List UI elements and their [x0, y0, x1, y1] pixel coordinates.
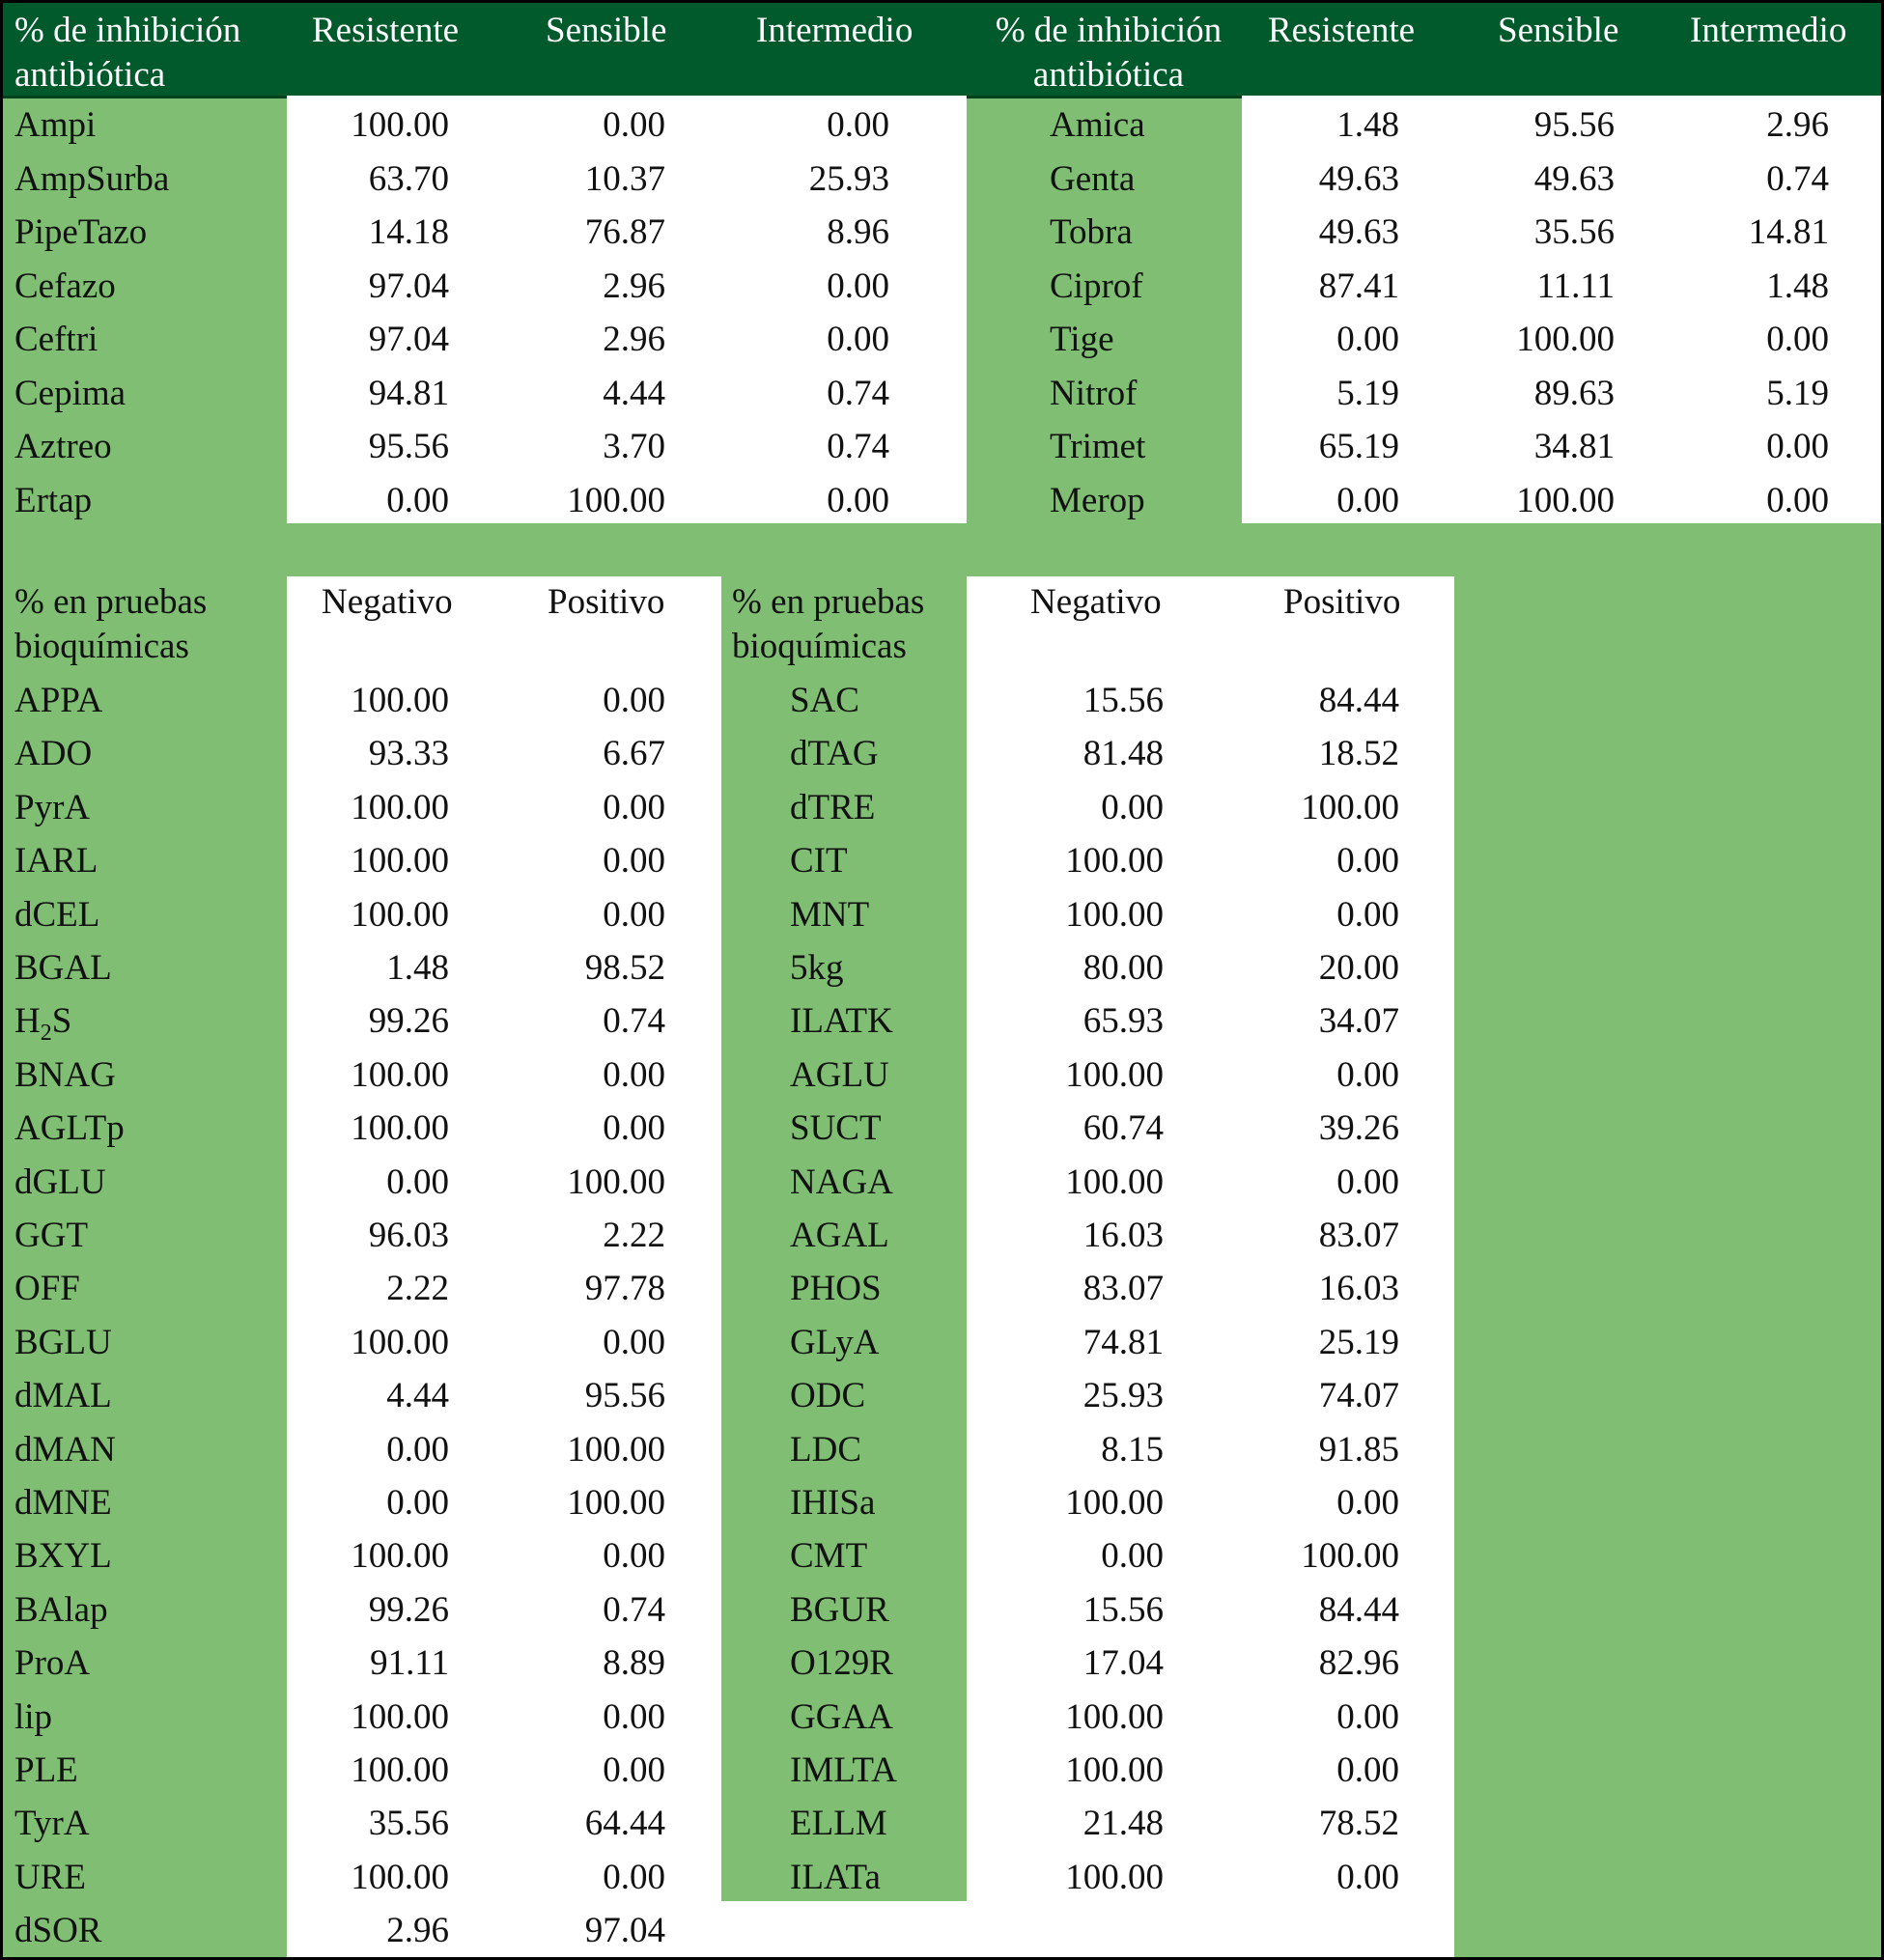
- biochem-right-name: IMLTA: [790, 1750, 897, 1790]
- biochem-right-value-neg: 60.74: [1083, 1108, 1164, 1149]
- antibiotic-right-value-r: 1.48: [1336, 105, 1399, 145]
- biochem-right-row: [3, 1851, 1881, 1904]
- biochem-left-value-neg: 1.48: [386, 948, 449, 988]
- biochem-left-value-neg: 100.00: [351, 787, 449, 827]
- biochem-right-name: AGLU: [790, 1054, 889, 1095]
- antibiotic-left-value-i: 0.00: [827, 105, 889, 145]
- antibiotic-right-row: [3, 260, 1881, 313]
- biochem-right-name: dTAG: [790, 734, 879, 774]
- biochem-right-value-pos: 74.07: [1318, 1376, 1399, 1416]
- biochem-right-value-neg: 100.00: [1065, 1054, 1164, 1095]
- biochem-right-value-neg: 100.00: [1065, 1483, 1164, 1523]
- biochem-right-row: [3, 1209, 1881, 1262]
- biochem-right-row: [3, 674, 1881, 727]
- biochem-left-name: GGT: [14, 1216, 89, 1255]
- biochem-right-row: [3, 941, 1881, 994]
- biochem-left-value-pos: 0.00: [603, 1054, 665, 1095]
- biochem-right-value-neg: 100.00: [1065, 1696, 1164, 1737]
- antibiotic-right-value-r: 0.00: [1336, 480, 1399, 520]
- antibiotic-left-value-i: 0.00: [827, 266, 889, 306]
- antibiotic-left-value-s: 100.00: [567, 480, 665, 520]
- biochem-right-name: GLyA: [790, 1322, 880, 1362]
- antibiotic-right-name: Ciprof: [1050, 266, 1143, 306]
- biochem-right-row: [3, 1316, 1881, 1369]
- biochem-left-value-pos: 0.00: [603, 841, 665, 882]
- antibiotic-left-value-i: 0.74: [827, 427, 889, 466]
- antibiotic-right-value-s: 100.00: [1516, 320, 1615, 359]
- biochem-right-row: [3, 1637, 1881, 1690]
- biochem-right-value-neg: 100.00: [1065, 1857, 1164, 1897]
- col-header-resistente-2: Resistente: [1268, 11, 1416, 50]
- biochem-right-name: LDC: [790, 1429, 861, 1470]
- biochem-right-row: [3, 1691, 1881, 1744]
- antibiotic-left-value-s: 3.70: [603, 427, 665, 466]
- biochem-left-value-neg: 93.33: [368, 734, 449, 774]
- antibiotic-right-value-s: 95.56: [1533, 105, 1615, 145]
- antibiotic-left-value-r: 94.81: [368, 373, 449, 413]
- biochem-right-value-neg: 81.48: [1083, 734, 1164, 774]
- biochem-left-value-pos: 0.00: [603, 1857, 665, 1897]
- biochem-right-value-pos: 0.00: [1336, 1483, 1399, 1523]
- antibiotic-right-value-r: 49.63: [1318, 158, 1399, 199]
- antibiotic-left-value-s: 2.96: [603, 320, 665, 359]
- biochem-left-value-pos: 0.00: [603, 1696, 665, 1737]
- biochem-right-value-neg: 0.00: [1101, 787, 1164, 827]
- biochem-right-value-neg: 100.00: [1065, 1750, 1164, 1790]
- antibiotic-right-value-i: 1.48: [1766, 266, 1829, 306]
- biochem-right-value-pos: 0.00: [1336, 1857, 1399, 1897]
- biochem-right-row: [3, 1262, 1881, 1315]
- biochem-left-value-pos: 0.00: [603, 1750, 665, 1790]
- antibiotic-right-value-s: 49.63: [1533, 158, 1615, 199]
- biochem-right-value-neg: 100.00: [1065, 841, 1164, 882]
- biochem-left-name: dCEL: [14, 894, 100, 935]
- biochem-left-name: OFF: [14, 1269, 80, 1309]
- biochem-right-value-pos: 0.00: [1336, 841, 1399, 882]
- antibiotic-left-value-i: 0.00: [827, 480, 889, 520]
- biochem-right-name: ODC: [790, 1376, 866, 1416]
- biochem-right-name: 5kg: [790, 948, 844, 988]
- antibiotic-right-value-s: 100.00: [1516, 480, 1615, 520]
- antibiotic-left-name: PipeTazo: [14, 212, 148, 252]
- biochem-right-name: dTRE: [790, 787, 876, 827]
- antibiotic-left-name: Cepima: [14, 373, 127, 413]
- antibiotic-label-header-2: % de inhibición antibiótica: [995, 11, 1223, 95]
- biochem-right-row: [3, 994, 1881, 1048]
- biochem-right-row: [3, 1156, 1881, 1209]
- biochem-right-row: [3, 834, 1881, 887]
- biochem-left-value-pos: 6.67: [603, 734, 665, 774]
- col-header-intermedio-2: Intermedio: [1690, 11, 1847, 50]
- biochem-right-row: [3, 727, 1881, 780]
- biochem-right-name: MNT: [790, 894, 870, 935]
- biochem-left-value-neg: 100.00: [351, 1750, 449, 1790]
- biochem-right-row: [3, 781, 1881, 834]
- biochem-left-value-pos: 0.00: [603, 681, 665, 720]
- biochem-left-value-pos: 0.00: [603, 1108, 665, 1149]
- biochem-left-value-neg: 2.96: [386, 1911, 449, 1951]
- antibiotic-right-row: [3, 420, 1881, 473]
- biochem-right-row: [3, 1476, 1881, 1529]
- biochem-right-value-pos: 16.03: [1318, 1269, 1399, 1309]
- biochem-left-name: dMNE: [14, 1483, 112, 1523]
- antibiotic-left-value-r: 97.04: [368, 266, 449, 306]
- biochem-left-value-pos: 2.22: [603, 1216, 665, 1255]
- biochem-left-value-neg: 0.00: [386, 1429, 449, 1470]
- antibiotic-left-value-s: 2.96: [603, 266, 665, 306]
- biochem-left-name: APPA: [14, 681, 103, 720]
- biochem-right-name: ILATK: [790, 1001, 893, 1042]
- antibiotic-left-value-i: 8.96: [827, 212, 889, 252]
- biochem-label-header: % en pruebas bioquímicas: [14, 582, 208, 666]
- biochem-left-value-pos: 97.04: [584, 1911, 665, 1951]
- antibiotic-left-value-r: 100.00: [351, 105, 449, 145]
- antibiotic-right-name: Amica: [1050, 105, 1145, 145]
- antibiotic-label-header: % de inhibición antibiótica: [14, 11, 241, 95]
- biochem-right-value-neg: 21.48: [1083, 1804, 1164, 1844]
- antibiotic-right-row: [3, 313, 1881, 366]
- biochem-right-name: CMT: [790, 1536, 868, 1577]
- biochem-right-value-neg: 74.81: [1083, 1322, 1164, 1362]
- biochem-right-row: [3, 1369, 1881, 1422]
- biochem-left-value-neg: 91.11: [370, 1643, 449, 1684]
- biochem-left-value-neg: 35.56: [368, 1804, 449, 1844]
- biochem-right-value-pos: 0.00: [1336, 1054, 1399, 1095]
- biochem-right-name: O129R: [790, 1643, 893, 1684]
- biochem-right-row: [3, 1744, 1881, 1797]
- col-header-negativo: Negativo: [322, 582, 453, 622]
- biochem-left-value-pos: 98.52: [584, 948, 665, 988]
- biochem-right-value-neg: 15.56: [1083, 681, 1164, 720]
- col-header-positivo: Positivo: [548, 582, 665, 622]
- biochem-right-value-pos: 83.07: [1318, 1216, 1399, 1255]
- biochem-right-value-neg: 83.07: [1083, 1269, 1164, 1309]
- antibiotic-right-value-i: 0.74: [1766, 158, 1829, 199]
- biochem-left-name: AGLTp: [14, 1108, 125, 1149]
- antibiotic-right-value-r: 0.00: [1336, 320, 1399, 359]
- biochem-left-name: BGAL: [14, 948, 112, 988]
- biochem-left-value-neg: 100.00: [351, 894, 449, 935]
- col-header-negativo-2: Negativo: [1030, 582, 1162, 622]
- biochem-left-name: PyrA: [14, 787, 91, 827]
- antibiotic-left-value-s: 10.37: [584, 158, 665, 199]
- biochem-label-header-2: % en pruebas bioquímicas: [732, 582, 925, 666]
- biochem-right-name: BGUR: [790, 1589, 889, 1630]
- biochem-right-value-pos: 78.52: [1318, 1804, 1399, 1844]
- biochem-right-name: CIT: [790, 841, 848, 882]
- antibiotic-right-value-i: 0.00: [1766, 320, 1829, 359]
- biochem-right-name: ELLM: [790, 1804, 887, 1844]
- antibiotic-left-name: Cefazo: [14, 266, 116, 306]
- antibiotic-left-value-i: 25.93: [808, 158, 889, 199]
- antibiotic-right-value-i: 0.00: [1766, 427, 1829, 466]
- antibiotic-right-value-i: 14.81: [1748, 212, 1829, 252]
- antibiotic-right-value-r: 5.19: [1336, 373, 1399, 413]
- antibiotic-right-value-s: 34.81: [1533, 427, 1615, 466]
- biochem-right-value-neg: 25.93: [1083, 1376, 1164, 1416]
- col-header-sensible: Sensible: [546, 11, 667, 50]
- biochem-left-name: dGLU: [14, 1162, 106, 1202]
- antibiotic-left-value-s: 76.87: [584, 212, 665, 252]
- biochem-left-value-neg: 99.26: [368, 1589, 449, 1630]
- biochem-right-value-neg: 100.00: [1065, 1162, 1164, 1202]
- antibiotic-left-value-r: 14.18: [368, 212, 449, 252]
- biochem-right-name: NAGA: [790, 1162, 893, 1202]
- biochem-left-value-neg: 0.00: [386, 1483, 449, 1523]
- biochem-right-value-pos: 0.00: [1336, 1696, 1399, 1737]
- biochem-left-value-pos: 100.00: [567, 1483, 665, 1523]
- biochem-left-value-pos: 0.00: [603, 787, 665, 827]
- biochem-left-value-neg: 4.44: [386, 1376, 449, 1416]
- biochem-left-value-neg: 100.00: [351, 1108, 449, 1149]
- biochem-left-value-pos: 0.00: [603, 894, 665, 935]
- biochem-left-value-pos: 100.00: [567, 1162, 665, 1202]
- antibiotic-right-value-s: 89.63: [1533, 373, 1615, 413]
- biochem-right-value-pos: 34.07: [1318, 1001, 1399, 1042]
- biochem-right-row: [3, 1102, 1881, 1155]
- biochem-left-value-pos: 95.56: [584, 1376, 665, 1416]
- biochem-right-value-pos: 0.00: [1336, 1162, 1399, 1202]
- biochem-left-value-neg: 100.00: [351, 841, 449, 882]
- col-header-sensible-2: Sensible: [1498, 11, 1619, 50]
- biochem-left-value-neg: 100.00: [351, 1054, 449, 1095]
- antibiotic-left-value-r: 95.56: [368, 427, 449, 466]
- biochem-right-name: AGAL: [790, 1216, 889, 1255]
- biochem-left-value-pos: 64.44: [584, 1804, 665, 1844]
- antibiotic-left-value-i: 0.00: [827, 320, 889, 359]
- biochem-right-row: [3, 888, 1881, 941]
- biochem-right-value-pos: 82.96: [1318, 1643, 1399, 1684]
- antibiotic-left-value-r: 0.00: [386, 480, 449, 520]
- biochem-left-name: BXYL: [14, 1536, 112, 1577]
- biochem-right-value-pos: 0.00: [1336, 894, 1399, 935]
- biochem-right-value-pos: 84.44: [1318, 681, 1399, 720]
- biochem-right-value-pos: 100.00: [1301, 787, 1399, 827]
- biochem-left-row: [3, 1904, 1881, 1957]
- biochem-left-value-pos: 0.00: [603, 1322, 665, 1362]
- antibiotic-right-row: [3, 206, 1881, 259]
- antibiotic-right-value-i: 0.00: [1766, 480, 1829, 520]
- biochem-left-value-neg: 100.00: [351, 1696, 449, 1737]
- biochem-left-value-neg: 96.03: [368, 1216, 449, 1255]
- biochem-left-value-neg: 100.00: [351, 1322, 449, 1362]
- biochem-right-value-neg: 0.00: [1101, 1536, 1164, 1577]
- antibiotic-left-value-r: 63.70: [368, 158, 449, 199]
- biochem-right-row: [3, 1797, 1881, 1850]
- antibiotic-left-value-r: 97.04: [368, 320, 449, 359]
- biochem-right-value-pos: 91.85: [1318, 1429, 1399, 1470]
- antibiotic-right-value-s: 35.56: [1533, 212, 1615, 252]
- biochem-right-value-pos: 0.00: [1336, 1750, 1399, 1790]
- biochem-left-value-neg: 99.26: [368, 1001, 449, 1042]
- biochem-right-value-pos: 100.00: [1301, 1536, 1399, 1577]
- biochem-right-value-neg: 16.03: [1083, 1216, 1164, 1255]
- biochem-left-name: URE: [14, 1857, 86, 1897]
- biochem-left-name: lip: [14, 1696, 53, 1737]
- biochem-left-value-pos: 0.00: [603, 1536, 665, 1577]
- biochem-left-value-neg: 100.00: [351, 1536, 449, 1577]
- biochem-left-value-neg: 2.22: [386, 1269, 449, 1309]
- biochem-left-value-pos: 8.89: [603, 1643, 665, 1684]
- antibiotic-right-name: Genta: [1050, 158, 1136, 199]
- antibiotic-right-name: Trimet: [1050, 427, 1146, 466]
- antibiotic-left-name: Ceftri: [14, 320, 98, 359]
- biochem-right-name: ILATa: [790, 1857, 881, 1897]
- biochem-left-name: ProA: [14, 1643, 91, 1684]
- biochem-left-name: BNAG: [14, 1054, 116, 1095]
- biochem-left-value-pos: 100.00: [567, 1429, 665, 1470]
- biochem-left-value-neg: 100.00: [351, 681, 449, 720]
- biochem-left-name: dMAL: [14, 1376, 112, 1416]
- biochem-left-name: PLE: [14, 1750, 78, 1790]
- antibiotic-right-row: [3, 153, 1881, 206]
- antibiotic-left-value-s: 4.44: [603, 373, 665, 413]
- biochem-left-name: $H_2S$: [14, 1001, 72, 1047]
- antibiotic-right-value-i: 2.96: [1766, 105, 1829, 145]
- biochem-left-value-pos: 97.78: [584, 1269, 665, 1309]
- antibiotic-left-name: Ertap: [14, 480, 93, 520]
- biochem-right-value-neg: 17.04: [1083, 1643, 1164, 1684]
- col-header-positivo-2: Positivo: [1283, 582, 1401, 622]
- biochem-right-value-neg: 80.00: [1083, 948, 1164, 988]
- biochem-left-name: BGLU: [14, 1322, 112, 1362]
- antibiotic-right-name: Merop: [1050, 480, 1145, 520]
- biochem-right-value-pos: 18.52: [1318, 734, 1399, 774]
- antibiotic-left-value-s: 0.00: [603, 105, 665, 145]
- biochem-left-value-pos: 0.74: [603, 1589, 665, 1630]
- antibiotic-right-row: [3, 367, 1881, 420]
- biochem-left-value-pos: 0.74: [603, 1001, 665, 1042]
- antibiotic-left-name: Ampi: [14, 105, 97, 145]
- antibiotic-left-name: Aztreo: [14, 427, 112, 466]
- antibiotic-right-value-r: 65.19: [1318, 427, 1399, 466]
- biochem-right-value-pos: 20.00: [1318, 948, 1399, 988]
- biochem-left-name: TyrA: [14, 1804, 90, 1844]
- biochem-right-value-neg: 100.00: [1065, 894, 1164, 935]
- biochem-right-name: IHISa: [790, 1483, 876, 1523]
- biochem-left-name: IARL: [14, 841, 98, 882]
- biochem-right-row: [3, 1423, 1881, 1476]
- biochem-left-value-neg: 0.00: [386, 1162, 449, 1202]
- biochem-right-name: PHOS: [790, 1269, 882, 1309]
- antibiotic-right-row: [3, 98, 1881, 152]
- col-header-resistente: Resistente: [312, 11, 460, 50]
- biochem-left-name: dMAN: [14, 1429, 116, 1470]
- biochem-right-value-pos: 39.26: [1318, 1108, 1399, 1149]
- biochem-left-name: dSOR: [14, 1911, 102, 1951]
- biochem-right-row: [3, 1583, 1881, 1637]
- antibiotic-right-value-i: 5.19: [1766, 373, 1829, 413]
- biochem-left-name: ADO: [14, 734, 93, 774]
- biochem-right-name: SAC: [790, 681, 859, 720]
- biochem-right-value-neg: 15.56: [1083, 1589, 1164, 1630]
- biochem-right-value-pos: 25.19: [1318, 1322, 1399, 1362]
- biochem-right-row: [3, 1049, 1881, 1102]
- antibiotic-left-value-i: 0.74: [827, 373, 889, 413]
- antibiotic-right-value-r: 49.63: [1318, 212, 1399, 252]
- biochem-right-value-neg: 8.15: [1101, 1429, 1164, 1470]
- antibiotic-right-name: Tige: [1050, 320, 1114, 359]
- antibiotic-right-row: [3, 474, 1881, 527]
- col-header-intermedio: Intermedio: [756, 11, 914, 50]
- biochem-left-value-neg: 100.00: [351, 1857, 449, 1897]
- biochem-right-value-neg: 65.93: [1083, 1001, 1164, 1042]
- biochem-right-name: SUCT: [790, 1108, 882, 1149]
- antibiotic-right-name: Nitrof: [1050, 373, 1138, 413]
- biochem-right-row: [3, 1529, 1881, 1582]
- antibiotic-right-value-r: 87.41: [1318, 266, 1399, 306]
- biochem-right-name: GGAA: [790, 1696, 893, 1737]
- biochem-right-value-pos: 84.44: [1318, 1589, 1399, 1630]
- antibiotic-right-name: Tobra: [1050, 212, 1133, 252]
- antibiotic-left-name: AmpSurba: [14, 158, 170, 199]
- biochem-left-name: BAlap: [14, 1589, 108, 1630]
- antibiotic-right-value-s: 11.11: [1536, 266, 1615, 306]
